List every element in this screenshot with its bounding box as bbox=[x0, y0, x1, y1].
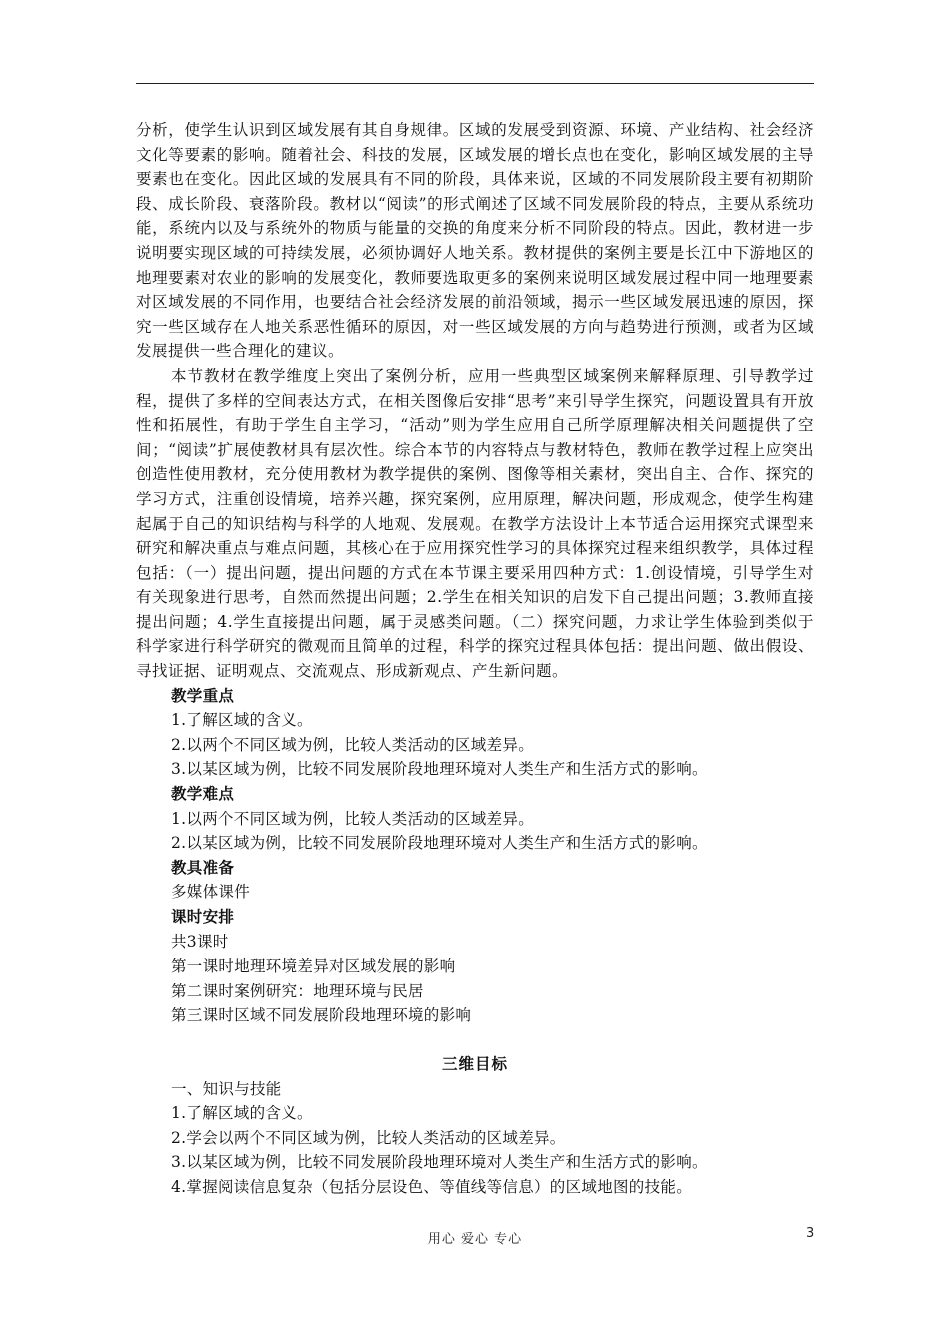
schedule-item: 第一课时地理环境差异对区域发展的影响 bbox=[171, 957, 456, 976]
difficult-point-item: 2.以某区域为例，比较不同发展阶段地理环境对人类生产和生活方式的影响。 bbox=[171, 834, 708, 853]
header-rule bbox=[136, 83, 814, 84]
difficult-points-heading: 教学难点 bbox=[171, 784, 235, 804]
schedule-heading: 课时安排 bbox=[171, 907, 235, 926]
key-point-item: 3.以某区域为例，比较不同发展阶段地理环境对人类生产和生活方式的影响。 bbox=[171, 760, 708, 779]
objective-item: 4.掌握阅读信息复杂（包括分层设色、等值线等信息）的区域地图的技能。 bbox=[171, 1177, 692, 1196]
objective-item: 2.学会以两个不同区域为例，比较人类活动的区域差异。 bbox=[171, 1128, 566, 1147]
document-body bbox=[136, 118, 814, 1200]
page-number: 3 bbox=[806, 1226, 815, 1241]
paragraph-1: 分析，使学生认识到区域发展有其自身规律。区域的发展受到资源、环境、产业结构、社会经济文化等要素的影响。随着社会、科技的发展，区域发展的增长点也在变化，影响区域发展的主导要素也在变化。因此区域的发展具有不同的阶段，具体来说，区域的不同发展阶段主要有初期阶段、成长阶段、衰落阶段。教材以“阅读”的形式阐述了区域不同发展阶段的特点，主要从系统功能，系统内以及与系统外的物质与能量的交换的角度来分析不同阶段的特点。因此，教材进一步说明要实现区域的可持续发展，必须协调好人地关系。教材提供的案例主要是长江中下游地区的地理要素对农业的影响的发展变化，教师要选取更多的案例来说明区域发展过程中同一地理要素对区域发展的不同作用，也要结合社会经济发展的前沿领域，揭示一些区域发展迅速的原因，探究一些区域存在人地关系恶性循环的原因，对一些区域发展的方向与趋势进行预测，或者为区域发展提供一些合理化的建议。 bbox=[136, 121, 814, 361]
schedule-item: 第三课时区域不同发展阶段地理环境的影响 bbox=[171, 1006, 472, 1025]
key-point-item: 1.了解区域的含义。 bbox=[171, 711, 313, 730]
schedule-item: 第二课时案例研究：地理环境与民居 bbox=[171, 981, 424, 1000]
key-points-heading: 教学重点 bbox=[171, 685, 235, 705]
key-point-item: 2.以两个不同区域为例，比较人类活动的区域差异。 bbox=[171, 735, 534, 754]
materials-heading: 教具准备 bbox=[171, 857, 235, 877]
objectives-title: 三维目标 bbox=[441, 1053, 508, 1073]
paragraph-2: 本节教材在教学维度上突出了案例分析，应用一些典型区域案例来解释原理、引导教学过程，提供了多样的空间表达方式，在相关图像后安排“思考”来引导学生探究，问题设置具有开放性和拓展性，有助于学生自主学习，“活动”则为学生应用自己所学原理解决相关问题提供了空间；“阅读”扩展使教材具有层次性。综合本节的内容特点与教材特色，教师在教学过程上应突出创造性使用教材，充分使用教材为教学提供的案例、图像等相关素材，突出自主、合作、探究的学习方式，注重创设情境，培养兴趣，探究案例，应用原理，解决问题，形成观念，使学生构建起属于自己的知识结构与科学的人地观、发展观。在教学方法设计上本节适合运用探究式课型来研究和解决重点与难点问题，其核心在于应用探究性学习的具体探究过程来组织教学，具体过程包括：（一）提出问题，提出问题的方式在本节课主要采用四种方式：1.创设情境，引导学生对有关现象进行思考，自然而然提出问题；2.学生在相关知识的启发下自己提出问题；3.教师直接提出问题；4.学生直接提出问题，属于灵感类问题。（二）探究问题，力求让学生体验到类似于科学家进行科学研究的微观而且简单的过程，科学的探究过程具体包括：提出问题、做出假设、寻找证据、证明观点、交流观点、形成新观点、产生新问题。 bbox=[136, 366, 814, 681]
objective-item: 1.了解区域的含义。 bbox=[171, 1104, 313, 1123]
objective-item: 3.以某区域为例，比较不同发展阶段地理环境对人类生产和生活方式的影响。 bbox=[171, 1153, 708, 1172]
materials-item: 多媒体课件 bbox=[171, 883, 251, 902]
objective-item: 一、知识与技能 bbox=[171, 1079, 282, 1098]
difficult-point-item: 1.以两个不同区域为例，比较人类活动的区域差异。 bbox=[171, 809, 534, 828]
footer-motto: 用心 爱心 专心 bbox=[427, 1232, 523, 1247]
schedule-item: 共3课时 bbox=[171, 932, 229, 951]
